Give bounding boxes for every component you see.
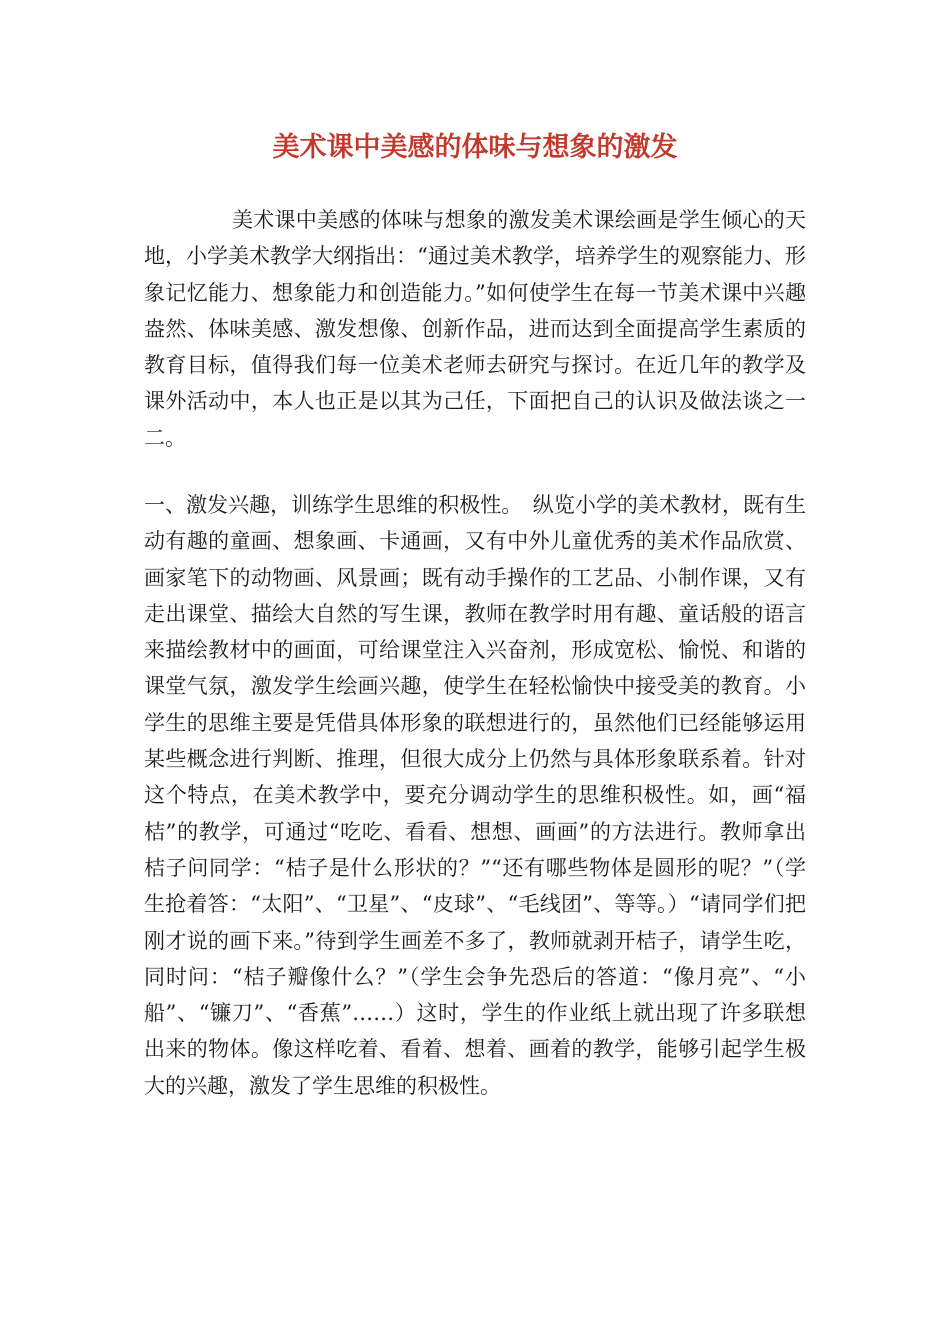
paragraph-section-1: 一、激发兴趣，训练学生思维的积极性。 纵览小学的美术教材，既有生动有趣的童画、想象画、卡通画，又有中外儿童优秀的美术作品欣赏、画家笔下的动物画、风景画；既有动手操作的工艺品、小制作课，又有走出课堂、描绘大自然的写生课，教师在教学时用有趣、童话般的语言来描绘教材中的画面，可给课堂注入兴奋剂，形成宽松、愉悦、和谐的课堂气氛，激发学生绘画兴趣，使学生在轻松愉快中接受美的教育。小学生的思维主要是凭借具体形象的联想进行的，虽然他们已经能够运用某些概念进行判断、推理，但很大成分上仍然与具体形象联系着。针对这个特点，在美术教学中，要充分调动学生的思维积极性。如，画“福桔”的教学，可通过“吃吃、看看、想想、画画”的方法进行。教师拿出桔子问同学：“桔子是什么形状的？”“还有哪些物体是圆形的呢？”（学生抢着答：“太阳”、“卫星”、“皮球”、“毛线团”、等等。）“请同学们把刚才说的画下来。”待到学生画差不多了，教师就剥开桔子，请学生吃，同时问：“桔子瓣像什么？”（学生会争先恐后的答道：“像月亮”、“小船”、“镰刀”、“香蕉”……）这时，学生的作业纸上就出现了许多联想出来的物体。像这样吃着、看着、想着、画着的教学，能够引起学生极大的兴趣，激发了学生思维的积极性。 <box>144 493 806 1098</box>
document-title: 美术课中美感的体味与想象的激发 <box>272 132 678 163</box>
paragraph-intro: 美术课中美感的体味与想象的激发美术课绘画是学生倾心的天地，小学美术教学大纲指出：“通过美术教学，培养学生的观察能力、形象记忆能力、想象能力和创造能力。”如何使学生在每一节美术课中兴趣盎然、体味美感、激发想像、创新作品，进而达到全面提高学生素质的教育目标，值得我们每一位美术老师去研究与探讨。在近几年的教学及课外活动中，本人也正是以其为己任，下面把自己的认识及做法谈之一二。 <box>144 208 806 450</box>
